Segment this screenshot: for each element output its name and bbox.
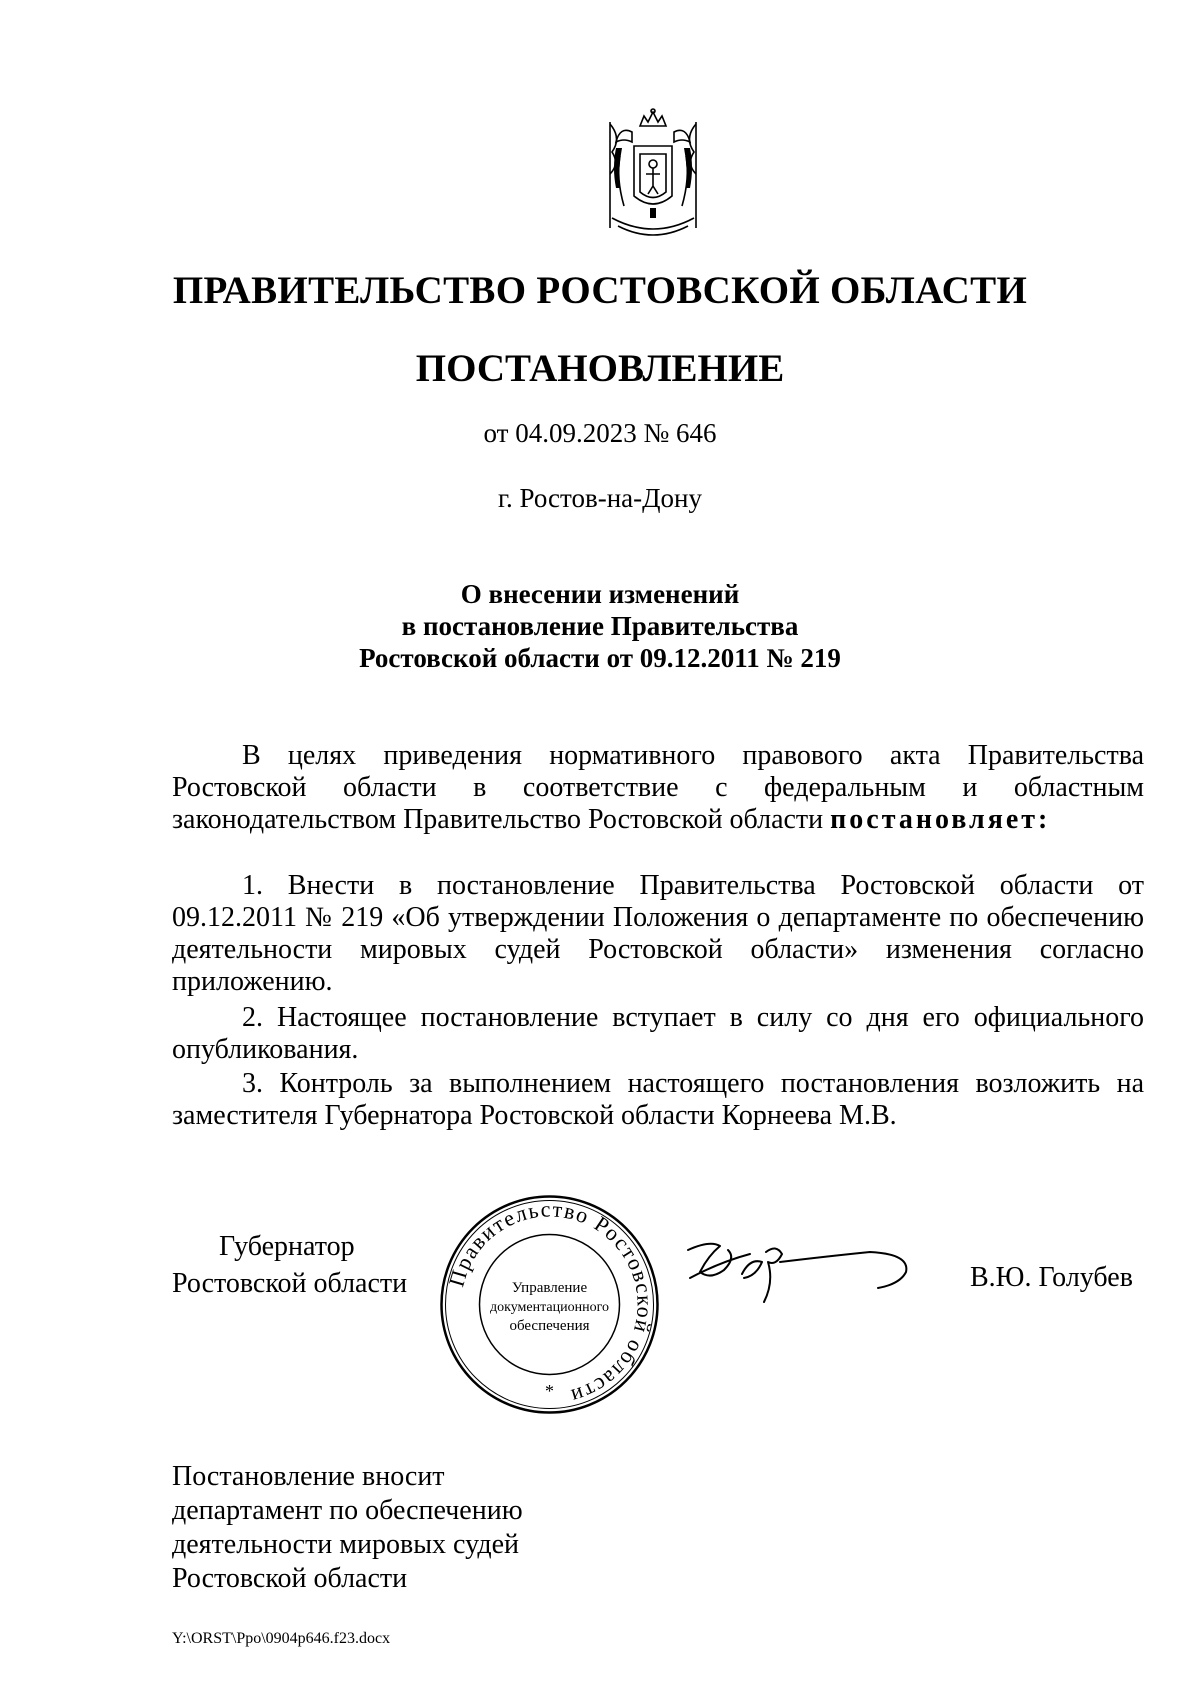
- signatory-position: [172, 1228, 407, 1302]
- item-text: 2. Настоящее постановление вступает в силу со дня его официального опубликования.: [172, 1002, 1144, 1065]
- item-text: 3. Контроль за выполнением настоящего постановления возложить на заместителя Губернатора Ростовской области Корнеева М.В.: [172, 1068, 1144, 1131]
- organization-title: ПРАВИТЕЛЬСТВО РОСТОВСКОЙ ОБЛАСТИ: [172, 269, 1028, 312]
- introducer-line: департамент по обеспечению: [172, 1495, 523, 1526]
- document-type: ПОСТАНОВЛЕНИЕ: [415, 347, 785, 390]
- intro-paragraph: [172, 740, 1144, 836]
- introducing-department: [172, 1460, 523, 1596]
- position-line: Ростовской области: [172, 1268, 408, 1299]
- seal-star-icon: *: [545, 1381, 554, 1401]
- seal-ring-textpath: Правительство Ростовской области: [443, 1196, 658, 1410]
- document-date-number: от 04.09.2023 № 646: [483, 418, 717, 448]
- subject-line: Ростовской области от 09.12.2011 № 219: [359, 643, 841, 673]
- resolution-item-2: [172, 1002, 1144, 1066]
- official-seal-icon: [437, 1192, 662, 1417]
- intro-text: В целях приведения нормативного правового акта Правительства Ростовской области в соответствие с федеральным и областным законодательством Правительство Ростовской области: [172, 740, 1144, 835]
- introducer-line: Постановление вносит: [172, 1461, 445, 1492]
- handwritten-signature-icon: [680, 1232, 930, 1312]
- seal-center-line: Управление: [511, 1280, 588, 1296]
- resolution-item-3: [172, 1068, 1144, 1132]
- introducer-line: деятельности мировых судей: [172, 1529, 519, 1560]
- resolution-item-1: [172, 870, 1144, 998]
- position-line: Губернатор: [219, 1231, 355, 1262]
- subject-line: в постановление Правительства: [401, 611, 799, 641]
- signatory-name: В.Ю. Голубев: [970, 1262, 1133, 1293]
- coat-of-arms-icon: [598, 108, 708, 243]
- document-city: г. Ростов-на-Дону: [497, 483, 702, 513]
- subject-line: О внесении изменений: [460, 579, 740, 609]
- item-text: 1. Внести в постановление Правительства Ростовской области от 09.12.2011 № 219 «Об утверждении Положения о департаменте по обеспечению деятельности мировых судей Ростовской области» изменения согласно приложению.: [172, 870, 1144, 997]
- introducer-line: Ростовской области: [172, 1563, 408, 1594]
- resolves-keyword: постановляет:: [830, 804, 1051, 835]
- document-subject: [0, 578, 1200, 674]
- seal-center-line: документационного: [490, 1300, 609, 1315]
- seal-center-line: обеспечения: [509, 1318, 590, 1334]
- file-path: Y:\ORST\Ppo\0904p646.f23.docx: [172, 1630, 391, 1647]
